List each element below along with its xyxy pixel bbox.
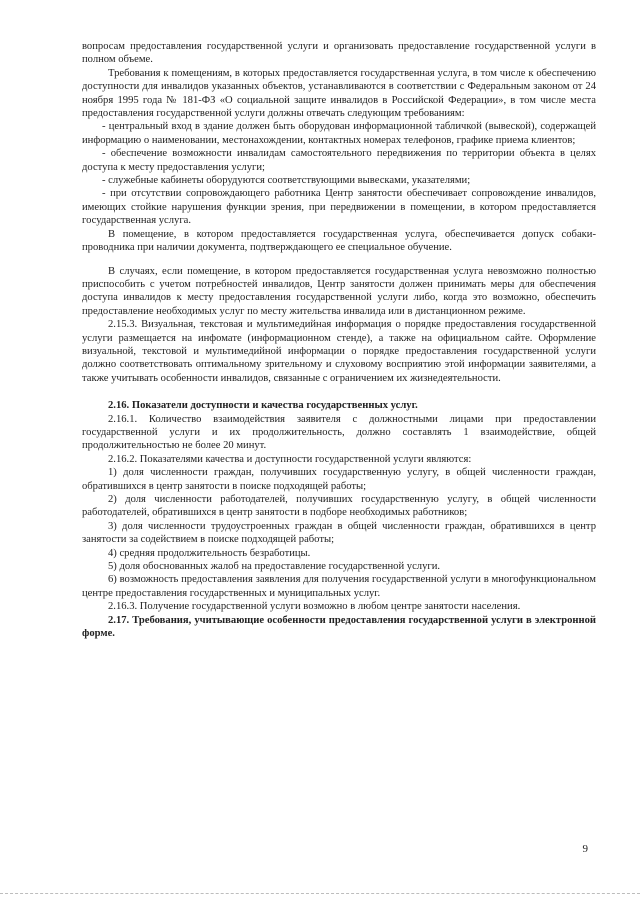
list-item-indicator-1: 1) доля численности граждан, получивших государственную услугу, в общей численности граждан, обратившихся в центр занятости в поиске подходящей работы;	[82, 467, 596, 492]
paragraph-adaptation: В случаях, если помещение, в котором предоставляется государственная услуга невозможно полностью приспособить с учетом потребностей инвалидов, Центр занятости должен принимать меры для обеспечения доступа инвалидов к месту предоставления государственной услуги либо, когда это возможно, обеспечить предоставление необходимых услуг по месту жительства инвалида или в дистанционном режиме.	[82, 265, 596, 317]
paragraph-premises-requirements: Требования к помещениям, в которых предоставляется государственная услуга, в том числе к обеспечению доступности для инвалидов указанных объектов, устанавливаются в соответствии с Федеральным законом от 24 ноября 1995 года № 181-ФЗ «О социальной защите инвалидов в Российской Федерации», в том числе места предоставления государственной услуги должны отвечать следующим требованиям:	[82, 67, 596, 120]
paragraph-2-16-3: 2.16.3. Получение государственной услуги возможно в любом центре занятости населения.	[108, 601, 521, 613]
list-item-offices: - служебные кабинеты оборудуются соответствующими вывесками, указателями;	[102, 175, 471, 187]
page-number: 9	[582, 843, 588, 855]
list-item-indicator-2: 2) доля численности работодателей, получивших государственную услугу, в общей численности работодателей, обратившихся в центр занятости в подборе необходимых работников;	[82, 494, 596, 519]
scan-edge-divider	[0, 893, 640, 894]
paragraph-continuation: вопросам предоставления государственной услуги и организовать предоставление государственной услуги в полном объеме.	[82, 41, 596, 66]
list-item-indicator-3: 3) доля численности трудоустроенных граждан в общей численности граждан, обратившихся в центр занятости за содействием в поиске подходящей работы;	[82, 520, 596, 546]
list-item-escort: - при отсутствии сопровождающего работника Центр занятости обеспечивает сопровождение инвалидов, имеющих стойкие нарушения функции зрения, при передвижении в помещении, в котором предоставляется государственная услуга.	[82, 188, 596, 227]
paragraph-2-16-2: 2.16.2. Показателями качества и доступности государственной услуги являются:	[108, 453, 472, 465]
section-heading-2-16: 2.16. Показатели доступности и качества государственных услуг.	[108, 400, 418, 412]
list-item-indicator-4: 4) средняя продолжительность безработицы.	[108, 547, 311, 559]
paragraph-guide-dog: В помещение, в котором предоставляется государственная услуга, обеспечивается допуск собаки-проводника при наличии документа, подтверждающего ее специальное обучение.	[82, 228, 596, 254]
paragraph-2-15-3: 2.15.3. Визуальная, текстовая и мультимедийная информация о порядке предоставления государственной услуги размещается на инфомате (информационном стенде), а также на официальном сайте. Оформление визуальной, текстовой и мультимедийной информации о порядке предоставления государственной услуги должно соответствовать оптимальному зрительному и слуховому восприятию этой информации заявителями, а также учитывать особенности инвалидов, связанные с ограничением их жизнедеятельности.	[82, 319, 596, 384]
list-item-entrance: - центральный вход в здание должен быть оборудован информационной табличкой (вывеской), содержащей информацию о наименовании, местонахождении, контактных номерах телефонов, графике приема клиентов;	[82, 121, 596, 146]
list-item-movement: - обеспечение возможности инвалидам самостоятельного передвижения по территории объекта в целях доступа к месту предоставления услуги;	[82, 148, 596, 173]
list-item-indicator-6: 6) возможность предоставления заявления для получения государственной услуги в многофункциональном центре предоставления государственных и муниципальных услуг.	[82, 574, 596, 599]
section-heading-2-17: 2.17. Требования, учитывающие особенности предоставления государственной услуги в электронной форме.	[82, 614, 596, 640]
list-item-indicator-5: 5) доля обоснованных жалоб на предоставление государственной услуги.	[108, 561, 441, 573]
paragraph-2-16-1: 2.16.1. Количество взаимодействия заявителя с должностными лицами при предоставлении государственной услуги и их продолжительность, должно составлять 1 взаимодействие, общей продолжительностью не более 20 минут.	[82, 413, 596, 452]
document-body	[82, 40, 596, 640]
